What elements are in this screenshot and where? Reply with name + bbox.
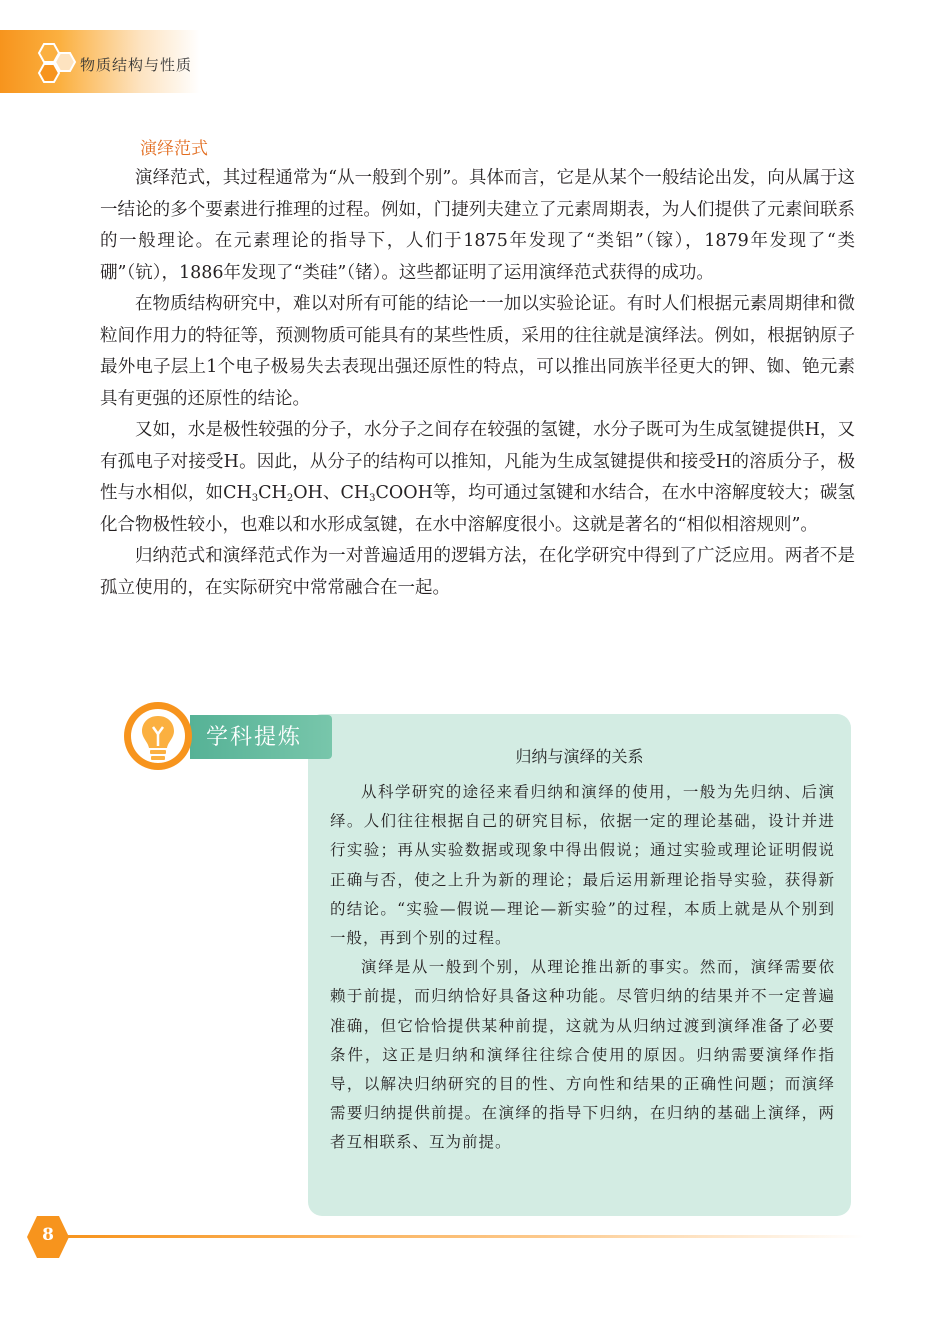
book-title: 物质结构与性质 <box>80 56 193 74</box>
formula-acetic-acid: $CH_3COOH$ <box>340 483 433 504</box>
tip-paragraph: 演绎是从一般到个别，从理论推出新的事实。然而，演绎需要依赖于前提，而归纳恰好具备这种功能。尽管归纳的结果并不一定普遍准确，但它恰恰提供某种前提，这就为从归纳过渡到演绎准备了必要条件，这正是归纳和演绎往往综合使用的原因。归纳需要演绎作指导，以解决归纳研究的目的性、方向性和结果的正确性问题；而演绎需要归纳提供前提。在演绎的指导下归纳，在归纳的基础上演绎，两者互相联系、互为前提。 <box>330 958 835 1152</box>
tip-box-text <box>330 778 835 1158</box>
paragraph: 归纳范式和演绎范式作为一对普遍适用的逻辑方法，在化学研究中得到了广泛应用。两者不是孤立使用的，在实际研究中常常融合在一起。 <box>100 546 855 598</box>
formula-ethanol: $CH_3CH_2OH$ <box>223 483 323 504</box>
lightbulb-icon <box>118 700 198 780</box>
tip-paragraph: 从科学研究的途径来看归纳和演绎的使用，一般为先归纳、后演绎。人们往往根据自己的研究目标，依据一定的理论基础，设计并进行实验；再从实验数据或现象中得出假说；通过实验或理论证明假说正确与否，使之上升为新的理论；最后运用新理论指导实验，获得新的结论。“实验—假说—理论—新实验”的过程，本质上就是从个别到一般，再到个别的过程。 <box>330 783 835 948</box>
page-number: 8 <box>42 1225 54 1245</box>
body-text <box>100 163 855 604</box>
footer-line <box>64 1235 864 1238</box>
paragraph: 在物质结构研究中，难以对所有可能的结论一一加以实验论证。有时人们根据元素周期律和微粒间作用力的特征等，预测物质可能具有的某些性质，采用的往往就是演绎法。例如，根据钠原子最外电子层上1个电子极易失去表现出强还原性的特点，可以推出同族半径更大的钾、铷、铯元素具有更强的还原性的结论。 <box>100 294 855 409</box>
paragraph: 又如，水是极性较强的分子，水分子之间存在较强的氢键，水分子既可为生成氢键提供H，又有孤电子对接受H。因此，从分子的结构可以推知，凡能为生成氢键提供和接受H的溶质分子，极性与水相似，如$CH_3CH_2OH$、$CH_3COOH$等，均可通过氢键和水结合，在水中溶解度较大；碳氢化合物极性较小，也难以和水形成氢键，在水中溶解度很小。这就是著名的“相似相溶规则”。 <box>100 420 856 535</box>
tip-box-title: 归纳与演绎的关系 <box>515 747 644 766</box>
hexagon-logo-icon <box>30 42 84 86</box>
badge-label: 学科提炼 <box>206 725 303 750</box>
paragraph: 演绎范式，其过程通常为“从一般到个别”。具体而言，它是从某个一般结论出发，向从属于这一结论的多个要素进行推理的过程。例如，门捷列夫建立了元素周期表，为人们提供了元素间联系的一般理论。在元素理论的指导下，人们于1875年发现了“类铝”（镓），1879年发现了“类硼”（钪），1886年发现了“类硅”（锗）。这些都证明了运用演绎范式获得的成功。 <box>100 168 855 283</box>
section-heading: 演绎范式 <box>140 139 208 159</box>
tip-box <box>308 714 851 1216</box>
